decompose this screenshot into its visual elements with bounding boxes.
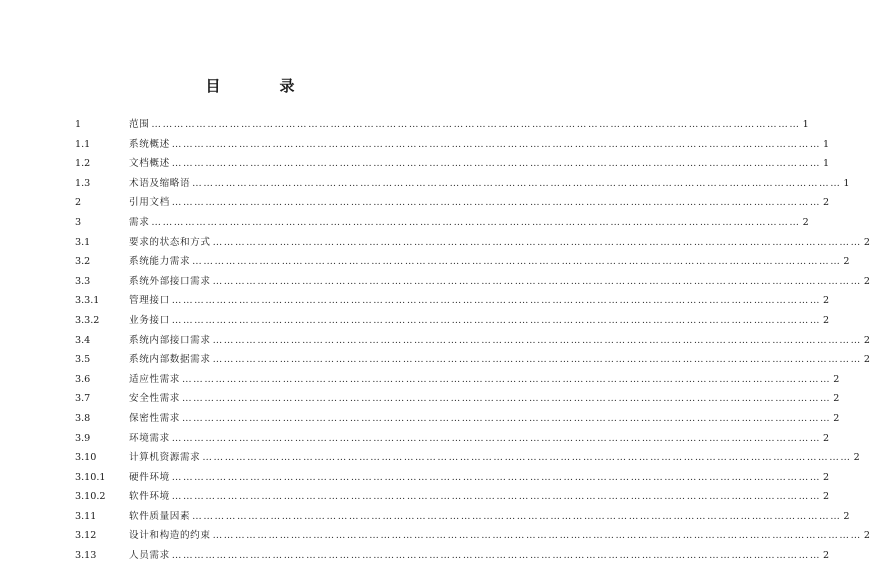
- toc-entry-page: 2: [833, 393, 840, 405]
- toc-entry-title: 系统能力需求: [129, 256, 191, 268]
- toc-dot-leader: …………………………………………………………………………………………………………………………………………………………: [212, 354, 862, 366]
- toc-entry[interactable]: [75, 350, 870, 370]
- toc-entry-page: 2: [823, 295, 830, 307]
- toc-entry-number: 3.3.2: [75, 314, 100, 326]
- toc-entry[interactable]: [75, 193, 830, 213]
- toc-entry-title: 系统外部接口需求: [129, 275, 211, 287]
- toc-entry-line: [129, 193, 830, 213]
- toc-entry-title: 软件质量因素: [129, 510, 191, 522]
- toc-dot-leader: …………………………………………………………………………………………………………………………………………………………: [192, 510, 842, 522]
- toc-entry[interactable]: [75, 370, 840, 390]
- toc-entry-page: 2: [853, 452, 860, 464]
- toc-entry-number: 3.6: [75, 373, 91, 385]
- toc-entry[interactable]: [75, 272, 870, 292]
- toc-list: [75, 115, 870, 566]
- toc-entry-page: 2: [863, 354, 870, 366]
- toc-dot-leader: …………………………………………………………………………………………………………………………………………………………: [181, 393, 832, 405]
- toc-entry-title: 系统内部接口需求: [129, 334, 211, 346]
- toc-entry-line: [129, 370, 840, 390]
- toc-dot-leader: …………………………………………………………………………………………………………………………………………………………: [212, 334, 862, 346]
- toc-entry-title: 系统内部数据需求: [129, 354, 211, 366]
- toc-dot-leader: …………………………………………………………………………………………………………………………………………………………: [171, 138, 822, 150]
- toc-entry[interactable]: [75, 546, 830, 566]
- toc-entry-title: 软件环境: [129, 491, 170, 503]
- toc-dot-leader: …………………………………………………………………………………………………………………………………………………………: [202, 452, 852, 464]
- toc-entry-number: 1.1: [75, 138, 91, 150]
- toc-entry-line: [129, 507, 850, 527]
- toc-entry-page: 2: [823, 471, 830, 483]
- toc-entry-line: [129, 331, 870, 351]
- toc-entry-page: 2: [823, 432, 830, 444]
- toc-entry-number: 1.2: [75, 158, 91, 170]
- toc-entry-page: 2: [823, 197, 830, 209]
- toc-entry-line: [129, 291, 830, 311]
- toc-entry-page: 2: [863, 236, 870, 248]
- toc-dot-leader: …………………………………………………………………………………………………………………………………………………………: [171, 295, 822, 307]
- toc-entry-number: 3.10: [75, 452, 97, 464]
- toc-dot-leader: …………………………………………………………………………………………………………………………………………………………: [151, 119, 801, 130]
- toc-dot-leader: …………………………………………………………………………………………………………………………………………………………: [192, 177, 842, 189]
- toc-entry[interactable]: [75, 291, 830, 311]
- toc-entry-number: 3.10.2: [75, 491, 106, 503]
- toc-dot-leader: …………………………………………………………………………………………………………………………………………………………: [212, 236, 862, 248]
- toc-entry[interactable]: [75, 526, 870, 546]
- toc-entry-page: 1: [802, 119, 809, 130]
- toc-entry-page: 1: [823, 158, 830, 170]
- toc-dot-leader: …………………………………………………………………………………………………………………………………………………………: [171, 471, 822, 483]
- toc-dot-leader: …………………………………………………………………………………………………………………………………………………………: [151, 216, 801, 228]
- toc-entry-title: 计算机资源需求: [129, 452, 201, 464]
- toc-title: 目 录: [205, 77, 317, 95]
- toc-entry[interactable]: [75, 174, 850, 194]
- toc-entry-line: [129, 272, 870, 292]
- toc-entry-page: 2: [843, 510, 850, 522]
- toc-dot-leader: …………………………………………………………………………………………………………………………………………………………: [171, 197, 822, 209]
- toc-entry-number: 3.11: [75, 510, 97, 522]
- toc-dot-leader: …………………………………………………………………………………………………………………………………………………………: [171, 158, 822, 170]
- toc-entry-line: [129, 546, 830, 566]
- toc-entry-line: [129, 429, 830, 449]
- toc-entry[interactable]: [75, 487, 830, 507]
- toc-entry-page: 2: [863, 334, 870, 346]
- toc-entry[interactable]: [75, 311, 830, 331]
- toc-dot-leader: …………………………………………………………………………………………………………………………………………………………: [181, 373, 832, 385]
- toc-entry-number: 1.3: [75, 177, 91, 189]
- toc-entry-number: 3.5: [75, 354, 91, 366]
- toc-entry[interactable]: [75, 233, 870, 253]
- toc-entry-number: 3.7: [75, 393, 91, 405]
- toc-entry-title: 术语及缩略语: [129, 177, 191, 189]
- toc-entry[interactable]: [75, 389, 840, 409]
- toc-entry[interactable]: [75, 429, 830, 449]
- toc-entry-title: 设计和构造的约束: [129, 530, 211, 542]
- toc-entry-title: 业务接口: [129, 314, 170, 326]
- toc-entry-title: 安全性需求: [129, 393, 180, 405]
- toc-entry[interactable]: [75, 409, 840, 429]
- toc-entry-line: [129, 252, 850, 272]
- toc-entry-page: 2: [863, 530, 870, 542]
- toc-entry-number: 3.8: [75, 412, 91, 424]
- toc-entry[interactable]: [75, 154, 830, 174]
- toc-entry-page: 2: [833, 412, 840, 424]
- toc-entry-line: [129, 389, 840, 409]
- toc-entry[interactable]: [75, 135, 830, 155]
- toc-entry-line: [129, 115, 809, 135]
- toc-entry-title: 需求: [129, 216, 150, 228]
- toc-entry-title: 适应性需求: [129, 373, 180, 385]
- toc-entry-line: [129, 350, 870, 370]
- toc-entry-number: 3.3.1: [75, 295, 100, 307]
- toc-entry-page: 2: [863, 275, 870, 287]
- toc-entry-page: 2: [802, 216, 809, 228]
- toc-entry-number: 3.10.1: [75, 471, 106, 483]
- toc-entry-line: [129, 409, 840, 429]
- toc-entry-title: 要求的状态和方式: [129, 236, 211, 248]
- toc-dot-leader: …………………………………………………………………………………………………………………………………………………………: [171, 432, 822, 444]
- toc-entry-line: [129, 448, 860, 468]
- toc-entry-number: 2: [75, 197, 82, 209]
- toc-entry-line: [129, 174, 850, 194]
- toc-entry-title: 文档概述: [129, 158, 170, 170]
- toc-entry-number: 3.1: [75, 236, 91, 248]
- toc-entry-title: 系统概述: [129, 138, 170, 150]
- toc-entry-page: 1: [823, 138, 830, 150]
- toc-entry-line: [129, 468, 830, 488]
- toc-entry-line: [129, 233, 870, 253]
- toc-entry[interactable]: [75, 507, 850, 527]
- toc-entry-number: 3.13: [75, 550, 97, 562]
- toc-entry-page: 2: [833, 373, 840, 385]
- toc-dot-leader: …………………………………………………………………………………………………………………………………………………………: [181, 412, 832, 424]
- toc-entry[interactable]: [75, 115, 809, 135]
- toc-entry-title: 管理接口: [129, 295, 170, 307]
- toc-entry-number: 3.9: [75, 432, 91, 444]
- toc-entry-number: 1: [75, 119, 82, 130]
- toc-entry-number: 3.2: [75, 256, 91, 268]
- toc-entry-line: [129, 154, 830, 174]
- toc-dot-leader: …………………………………………………………………………………………………………………………………………………………: [212, 275, 862, 287]
- toc-entry[interactable]: [75, 252, 850, 272]
- toc-entry-title: 硬件环境: [129, 471, 170, 483]
- toc-entry-title: 范围: [129, 119, 150, 130]
- toc-entry-number: 3: [75, 216, 82, 228]
- toc-entry-number: 3.3: [75, 275, 91, 287]
- toc-entry[interactable]: [75, 468, 830, 488]
- toc-entry-title: 环境需求: [129, 432, 170, 444]
- toc-entry-line: [129, 135, 830, 155]
- toc-dot-leader: …………………………………………………………………………………………………………………………………………………………: [192, 256, 842, 268]
- toc-entry-page: 2: [823, 550, 830, 562]
- toc-entry-title: 人员需求: [129, 550, 170, 562]
- toc-entry-page: 2: [823, 491, 830, 503]
- toc-entry-number: 3.12: [75, 530, 97, 542]
- toc-entry-line: [129, 213, 809, 233]
- toc-entry-page: 2: [823, 314, 830, 326]
- toc-entry-page: 1: [843, 177, 850, 189]
- toc-entry-line: [129, 311, 830, 331]
- toc-entry-line: [129, 487, 830, 507]
- toc-dot-leader: …………………………………………………………………………………………………………………………………………………………: [171, 491, 822, 503]
- toc-entry[interactable]: [75, 331, 870, 351]
- toc-entry-number: 3.4: [75, 334, 91, 346]
- toc-entry[interactable]: [75, 448, 860, 468]
- toc-dot-leader: …………………………………………………………………………………………………………………………………………………………: [171, 550, 822, 562]
- toc-entry-page: 2: [843, 256, 850, 268]
- toc-entry-title: 保密性需求: [129, 412, 180, 424]
- toc-entry-title: 引用文档: [129, 197, 170, 209]
- toc-entry-line: [129, 526, 870, 546]
- toc-dot-leader: …………………………………………………………………………………………………………………………………………………………: [212, 530, 862, 542]
- toc-dot-leader: …………………………………………………………………………………………………………………………………………………………: [171, 314, 822, 326]
- toc-entry[interactable]: [75, 213, 809, 233]
